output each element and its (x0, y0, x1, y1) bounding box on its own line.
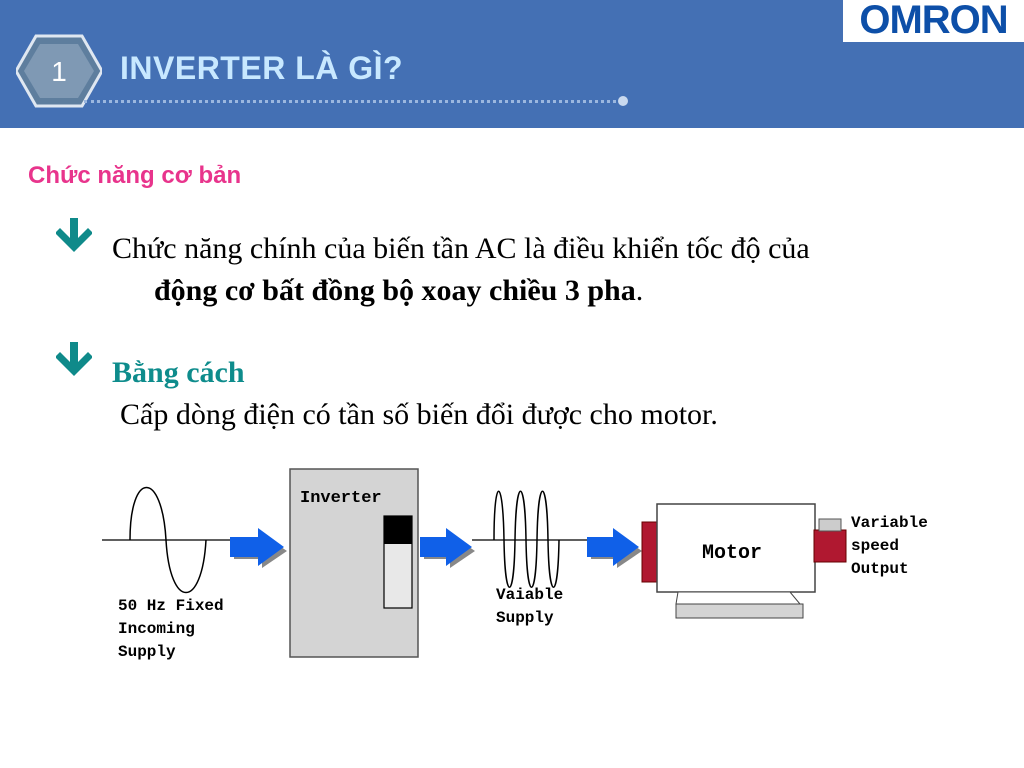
inverter-label: Inverter (300, 489, 382, 508)
incoming-sine-wave (102, 488, 236, 593)
slide-number: 1 (51, 56, 67, 87)
omron-logo: OMRON (859, 0, 1008, 42)
arrow-to-inverter (230, 528, 287, 568)
incoming-label-line: 50 Hz Fixed (118, 597, 224, 615)
output-label-line: Variable (851, 514, 928, 532)
incoming-label-line: Supply (118, 643, 176, 661)
bullet-1-bold-text: động cơ bất đồng bộ xoay chiều 3 pha (154, 274, 636, 307)
bullet-2-text: Cấp dòng điện có tần số biến đổi được cho motor. (120, 398, 718, 431)
arrow-from-inverter (420, 528, 475, 568)
variable-supply-label-line: Vaiable (496, 586, 564, 604)
arrow-to-motor (587, 528, 642, 568)
bullet-1-line-1: Chức năng chính của biến tần AC là điều khiển tốc độ của (112, 232, 810, 265)
variable-supply-label (496, 584, 563, 630)
output-label-line: Output (851, 560, 909, 578)
incoming-label-line: Incoming (118, 620, 195, 638)
bullet-1-period: . (635, 274, 644, 307)
variable-supply-label-line: Supply (496, 609, 554, 627)
variable-frequency-wave (472, 491, 590, 587)
section-title: Chức năng cơ bản (28, 162, 242, 189)
output-label-line: speed (851, 537, 900, 555)
incoming-supply-label (118, 595, 224, 664)
motor-label: Motor (702, 542, 763, 565)
variable-speed-output-label (851, 512, 928, 581)
bullet-2-heading: Bằng cách (112, 356, 245, 389)
page-title: INVERTER LÀ GÌ? (120, 50, 404, 86)
